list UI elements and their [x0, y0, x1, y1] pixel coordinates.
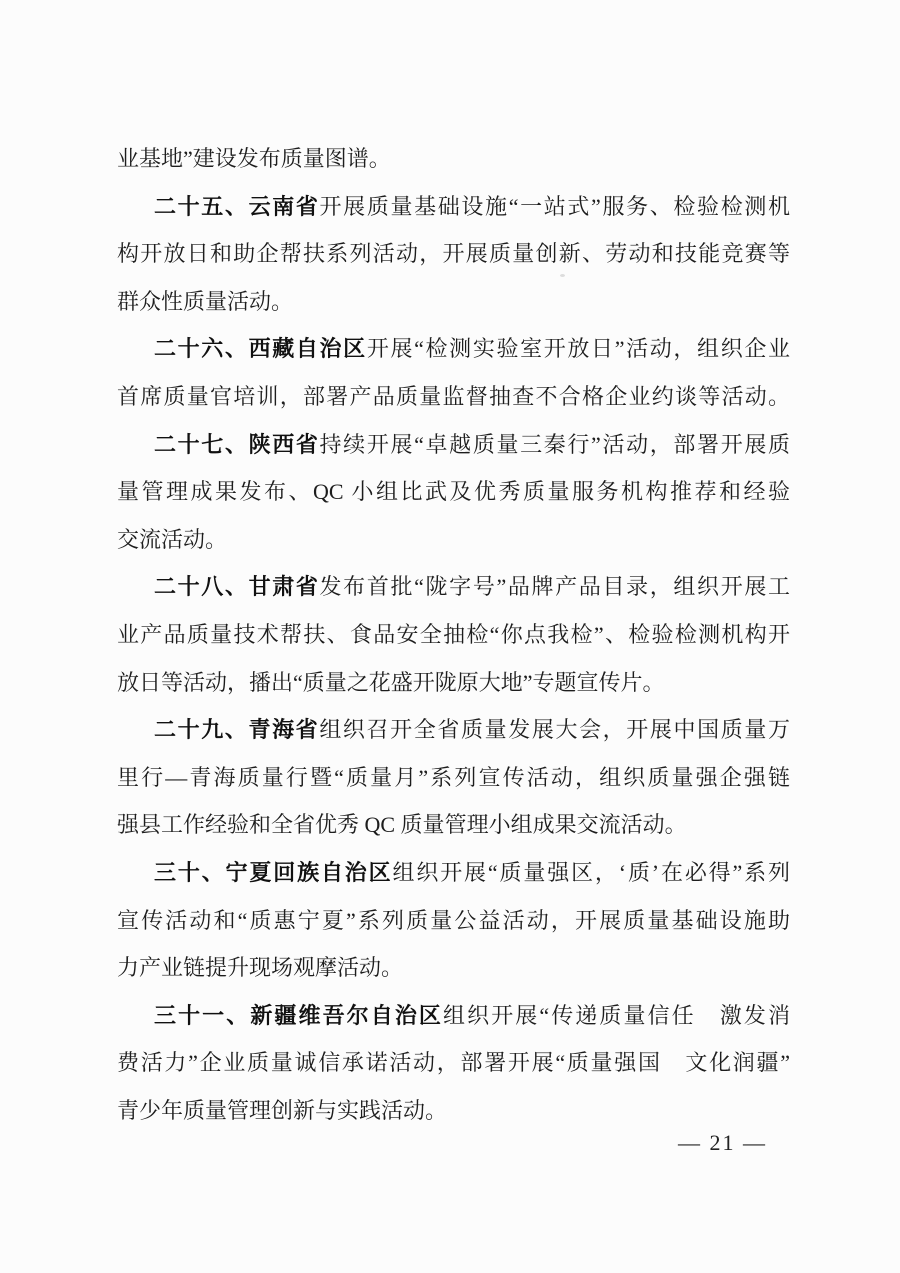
paragraph-number-lead: 二十五、云南省	[154, 193, 320, 219]
paragraph-number-lead: 三十一、新疆维吾尔自治区	[154, 1002, 444, 1028]
text-line: 力产业链提升现场观摩活动。	[117, 955, 404, 981]
text-line: 二十五、云南省开展质量基础设施“一站式”服务、检验检测机	[154, 193, 790, 219]
text-line: 首席质量官培训，部署产品质量监督抽查不合格企业约谈等活动。	[117, 383, 790, 409]
text-line: 二十六、西藏自治区开展“检测实验室开放日”活动，组织企业	[154, 336, 790, 362]
scan-artifact-dot	[560, 274, 565, 277]
text-line: 宣传活动和“质惠宁夏”系列质量公益活动，开展质量基础设施助	[117, 907, 790, 933]
text-line: 量管理成果发布、QC 小组比武及优秀质量服务机构推荐和经验	[117, 479, 790, 505]
text-line: 三十、宁夏回族自治区组织开展“质量强区，‘质’在必得”系列	[154, 859, 790, 885]
paragraph-number-lead: 二十九、青海省	[154, 717, 320, 743]
paragraph-number-lead: 二十八、甘肃省	[154, 574, 320, 600]
document-text-block	[117, 135, 790, 1134]
text-line: 二十九、青海省组织召开全省质量发展大会，开展中国质量万	[154, 717, 790, 743]
page-number: — 21 —	[678, 1130, 767, 1155]
text-line: 三十一、新疆维吾尔自治区组织开展“传递质量信任 激发消	[154, 1002, 790, 1028]
text-line: 群众性质量活动。	[117, 288, 294, 314]
text-line: 业基地”建设发布质量图谱。	[117, 146, 391, 171]
text-line: 交流活动。	[117, 526, 228, 552]
text-line: 里行—青海质量行暨“质量月”系列宣传活动，组织质量强企强链	[117, 764, 790, 790]
paragraph-number-lead: 二十六、西藏自治区	[154, 336, 367, 362]
text-line: 费活力”企业质量诚信承诺活动，部署开展“质量强国 文化润疆”	[117, 1050, 790, 1076]
text-line: 构开放日和助企帮扶系列活动，开展质量创新、劳动和技能竞赛等	[117, 241, 790, 267]
text-line: 青少年质量管理创新与实践活动。	[117, 1097, 448, 1123]
text-line: 二十八、甘肃省发布首批“陇字号”品牌产品目录，组织开展工	[154, 574, 790, 600]
text-line: 放日等活动，播出“质量之花盛开陇原大地”专题宣传片。	[117, 669, 665, 695]
paragraph-number-lead: 三十、宁夏回族自治区	[154, 859, 393, 885]
text-line: 强县工作经验和全省优秀 QC 质量管理小组成果交流活动。	[117, 812, 687, 838]
text-line: 业产品质量技术帮扶、食品安全抽检“你点我检”、检验检测机构开	[117, 621, 790, 647]
text-line: 二十七、陕西省持续开展“卓越质量三秦行”活动，部署开展质	[154, 431, 790, 457]
paragraph-number-lead: 二十七、陕西省	[154, 431, 320, 457]
